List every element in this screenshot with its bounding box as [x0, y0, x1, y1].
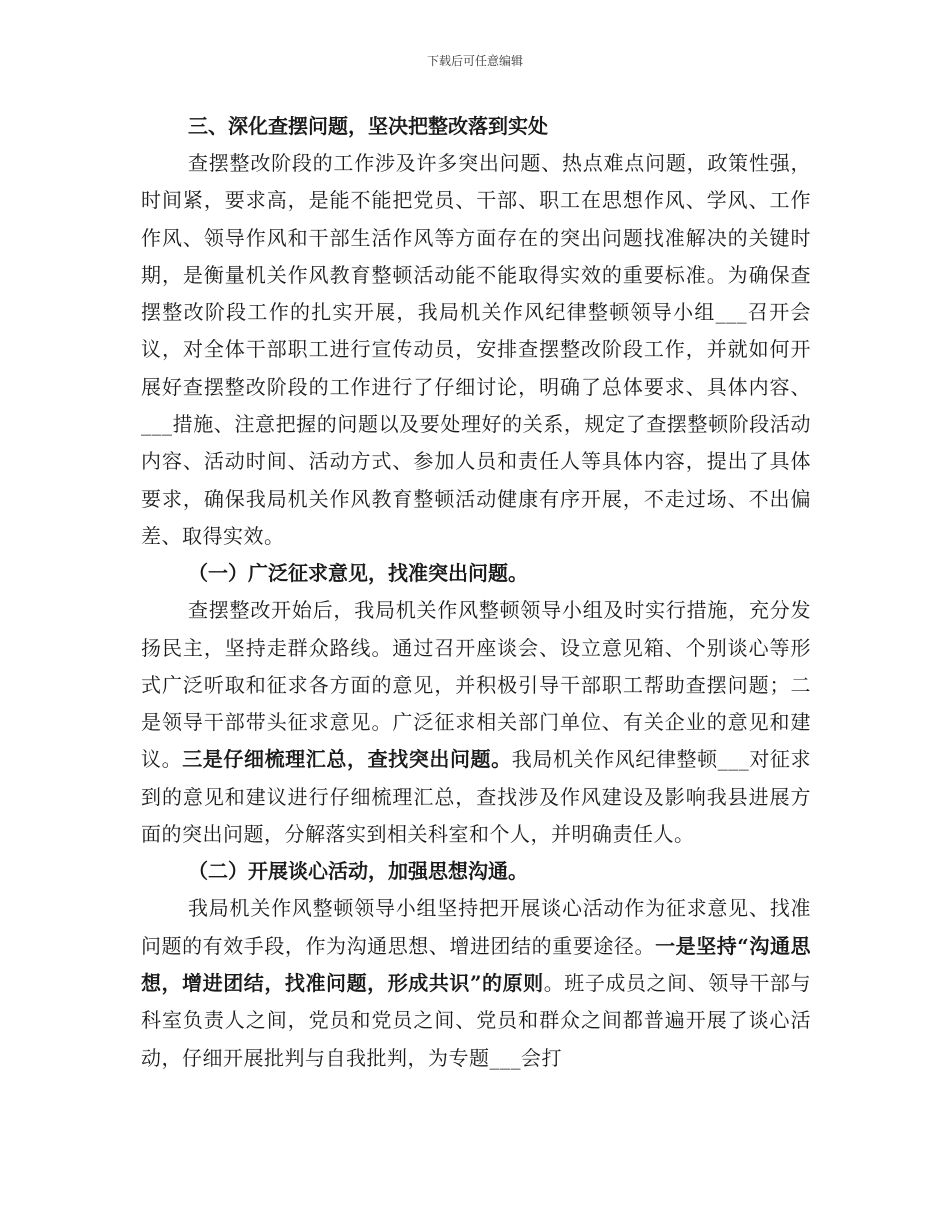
- subsection-1-heading: （一）广泛征求意见，找准突出问题。: [188, 561, 528, 586]
- subsection-2-heading: （二）开展谈心活动，加强思想沟通。: [188, 859, 528, 884]
- subsection-2-paragraph: [141, 890, 811, 1076]
- subsection-2-text-part2: 。班子成员之间、领导干部与科室负责人之间，党员和党员之间、党员和群众之间都普遍开展了谈心活动，仔细开展批判与自我批判，为专题___会打: [141, 970, 811, 1070]
- section-heading: 三、深化查摆问题，坚决把整改落到实处: [188, 114, 548, 138]
- subsection-1-text-part1: 查摆整改开始后，我局机关作风整顿领导小组及时实行措施，充分发扬民主，坚持走群众路线。通过召开座谈会、设立意见箱、个别谈心等形式广泛听取和征求各方面的意见，并积极引导干部职工帮助查摆问题；二是领导干部带头征求意见。广泛征求相关部门单位、有关企业的意见和建议。: [141, 598, 811, 772]
- subsection-2-bold-text: 一是坚持“沟通思想，增进团结，找准问题，形成共识”的原则: [141, 933, 812, 995]
- page-header: 下载后可任意编辑: [426, 54, 523, 68]
- document-body: [141, 108, 811, 1077]
- intro-paragraph: 查摆整改阶段的工作涉及许多突出问题、热点难点问题，政策性强，时间紧，要求高，是能不能把党员、干部、职工在思想作风、学风、工作作风、领导作风和干部生活作风等方面存在的突出问题找准解决的关键时期，是衡量机关作风教育整顿活动能不能取得实效的重要标准。为确保查摆整改阶段工作的扎实开展，我局机关作风纪律整顿领导小组___召开会议，对全体干部职工进行宣传动员，安排查摆整改阶段工作，并就如何开展好查摆整改阶段的工作进行了仔细讨论，明确了总体要求、具体内容、___措施、注意把握的问题以及要处理好的关系，规定了查摆整顿阶段活动内容、活动时间、活动方式、参加人员和责任人等具体内容，提出了具体要求，确保我局机关作风教育整顿活动健康有序开展，不走过场、不出偏差、取得实效。: [141, 151, 811, 548]
- subsection-1-bold-text: 三是仔细梳理汇总，查找突出问题。: [182, 747, 512, 772]
- subsection-1-paragraph: [141, 592, 811, 853]
- subsection-1-text-part2: 我局机关作风纪律整顿___对征求到的意见和建议进行仔细梳理汇总，查找涉及作风建设及影响我县进展方面的突出问题，分解落实到相关科室和个人，并明确责任人。: [141, 747, 812, 847]
- subsection-2-text-part1: 我局机关作风整顿领导小组坚持把开展谈心活动作为征求意见、找准问题的有效手段，作为沟通思想、增进团结的重要途径。: [141, 896, 811, 958]
